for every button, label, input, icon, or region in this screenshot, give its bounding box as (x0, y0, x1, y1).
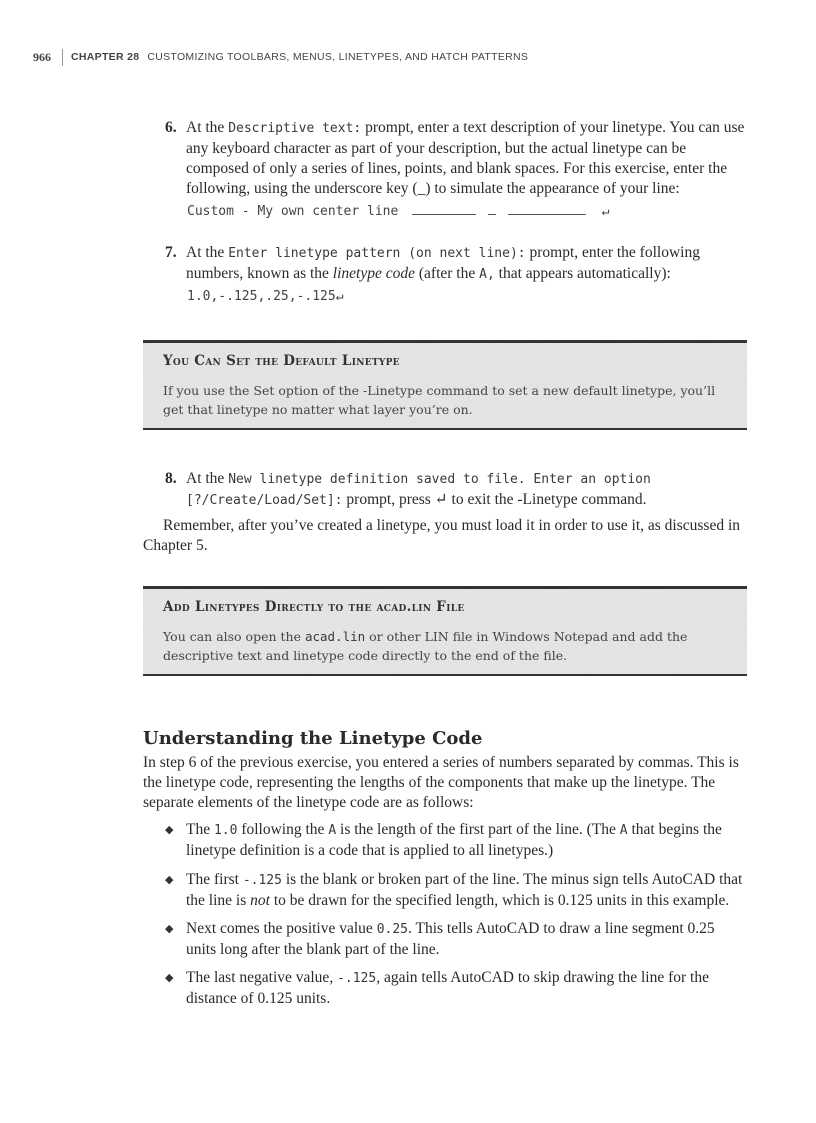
diamond-bullet-icon: ◆ (165, 923, 174, 935)
sidebar-body: You can also open the acad.lin or other LIN file in Windows Notepad and add the descriptive text and linetype code directly to the end of the file. (163, 629, 688, 663)
header-divider (62, 49, 63, 66)
list-item: ◆ The 1.0 following the A is the length of the first part of the line. (The A that begins the linetype definition is a code that is applied to all linetypes.) (165, 821, 722, 859)
enter-key-symbol: ↵ (601, 204, 610, 219)
section-heading: Understanding the Linetype Code (143, 728, 483, 749)
underscore-dot (488, 206, 496, 215)
code-line-description: Custom - My own center line ↵ (187, 204, 610, 219)
underscore-dash (412, 206, 476, 215)
sidebar-acad-lin (143, 586, 747, 676)
paragraph-remember: Remember, after you’ve created a linetype, you must load it in order to use it, as discussed in Chapter 5. (143, 517, 741, 554)
file-name: acad.lin (304, 629, 366, 644)
command-prompt: New linetype definition saved to file. Enter an option [?/Create/Load/Set]: (186, 472, 651, 508)
sidebar-title: You Can Set the Default Linetype (163, 353, 400, 369)
underscore-dash (508, 206, 586, 215)
command-prompt: Descriptive text: (228, 121, 362, 136)
step-text: At the New linetype definition saved to file. Enter an option [?/Create/Load/Set]: prompt, press ↵ to exit the -Linetype command. (186, 470, 651, 508)
diamond-bullet-icon: ◆ (165, 972, 174, 984)
chapter-title: CUSTOMIZING TOOLBARS, MENUS, LINETYPES, AND HATCH PATTERNS (147, 51, 529, 63)
step-6 (165, 118, 745, 199)
running-head (33, 48, 528, 66)
step-number: 7. (165, 244, 177, 261)
sidebar-title: Add Linetypes Directly to the acad.lin File (163, 599, 465, 615)
list-item: ◆ The last negative value, -.125, again tells AutoCAD to skip drawing the line for the distance of 0.125 units. (165, 969, 709, 1007)
list-item: ◆ Next comes the positive value 0.25. This tells AutoCAD to draw a line segment 0.25 units long after the blank part of the line. (165, 920, 715, 958)
command-prompt: Enter linetype pattern (on next line): (228, 246, 526, 261)
step-8 (165, 469, 745, 511)
code-line-pattern: 1.0,-.125,.25,-.125↵ (187, 289, 344, 304)
sidebar-body: If you use the Set option of the -Linetype command to set a new default linetype, you’ll get that linetype no matter what layer you’re on. (163, 383, 716, 417)
diamond-bullet-icon: ◆ (165, 874, 174, 886)
step-7 (165, 243, 745, 285)
chapter-label: CHAPTER 28 (71, 51, 140, 63)
page-number: 966 (33, 49, 51, 64)
step-number: 6. (165, 119, 177, 136)
sidebar-default-linetype (143, 340, 747, 430)
step-number: 8. (165, 470, 177, 487)
section-intro: In step 6 of the previous exercise, you entered a series of numbers separated by commas. This is the linetype code, representing the lengths of the components that make up the linetype. The separate elements of the linetype code are as follows: (143, 754, 739, 811)
step-text: At the Enter linetype pattern (on next line): prompt, enter the following numbers, known as the linetype code (after the A, that appears automatically): (186, 244, 700, 282)
diamond-bullet-icon: ◆ (165, 824, 174, 836)
step-text: At the Descriptive text: prompt, enter a text description of your linetype. You can use any keyboard character as part of your description, but the actual linetype can be composed of only a series of lines, points, and blank spaces. For this exercise, enter the following, using the underscore key (_) to simulate the appearance of your line: (186, 119, 745, 197)
list-item: ◆ The first -.125 is the blank or broken part of the line. The minus sign tells AutoCAD that the line is not to be drawn for the specified length, which is 0.125 units in this example. (165, 871, 743, 909)
